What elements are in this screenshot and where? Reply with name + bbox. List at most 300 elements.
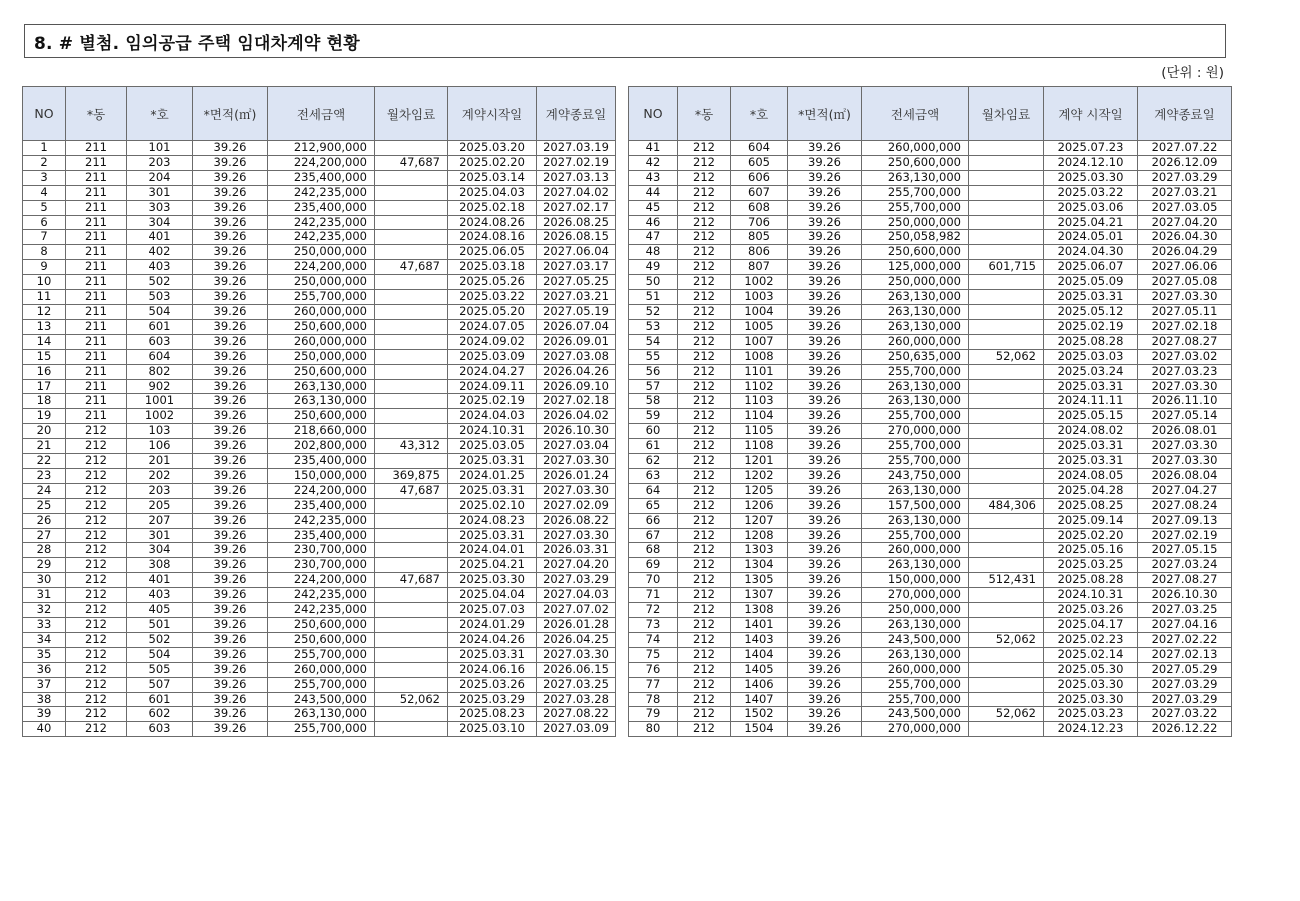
cell-start-date: 2024.11.11: [1044, 394, 1138, 409]
cell-no: 19: [23, 409, 66, 424]
cell-monthly-rent: [375, 170, 448, 185]
cell-no: 43: [629, 170, 678, 185]
lease-table-left: [22, 86, 616, 737]
cell-monthly-rent: [375, 319, 448, 334]
cell-end-date: 2027.03.23: [1138, 364, 1232, 379]
cell-end-date: 2027.03.04: [537, 439, 616, 454]
cell-end-date: 2026.07.04: [537, 319, 616, 334]
cell-deposit: 250,000,000: [268, 275, 375, 290]
cell-building: 212: [678, 647, 731, 662]
cell-unit: 807: [731, 260, 788, 275]
cell-monthly-rent: [375, 275, 448, 290]
cell-building: 211: [66, 141, 127, 156]
cell-start-date: 2025.02.20: [1044, 528, 1138, 543]
cell-start-date: 2024.04.27: [448, 364, 537, 379]
cell-no: 31: [23, 588, 66, 603]
cell-unit: 603: [127, 722, 193, 737]
cell-start-date: 2024.10.31: [448, 424, 537, 439]
cell-start-date: 2025.05.09: [1044, 275, 1138, 290]
table-row: [629, 170, 1232, 185]
col-header-deposit: 전세금액: [268, 87, 375, 141]
cell-end-date: 2027.03.02: [1138, 349, 1232, 364]
cell-no: 26: [23, 513, 66, 528]
cell-end-date: 2027.04.16: [1138, 618, 1232, 633]
cell-deposit: 255,700,000: [862, 528, 969, 543]
table-row: [629, 319, 1232, 334]
cell-unit: 604: [127, 349, 193, 364]
cell-area: 39.26: [788, 334, 862, 349]
cell-end-date: 2026.11.10: [1138, 394, 1232, 409]
cell-no: 64: [629, 483, 678, 498]
cell-building: 212: [66, 603, 127, 618]
cell-deposit: 263,130,000: [862, 647, 969, 662]
table-row: [23, 409, 616, 424]
cell-deposit: 250,600,000: [862, 245, 969, 260]
cell-start-date: 2025.04.03: [448, 185, 537, 200]
cell-no: 41: [629, 141, 678, 156]
cell-unit: 308: [127, 558, 193, 573]
table-row: [23, 394, 616, 409]
cell-unit: 1002: [731, 275, 788, 290]
cell-unit: 504: [127, 304, 193, 319]
cell-no: 13: [23, 319, 66, 334]
cell-building: 212: [678, 200, 731, 215]
cell-area: 39.26: [193, 483, 268, 498]
cell-building: 212: [66, 722, 127, 737]
cell-deposit: 255,700,000: [862, 409, 969, 424]
cell-deposit: 250,600,000: [268, 632, 375, 647]
cell-end-date: 2027.04.02: [537, 185, 616, 200]
cell-area: 39.26: [193, 275, 268, 290]
cell-no: 71: [629, 588, 678, 603]
cell-deposit: 255,700,000: [862, 200, 969, 215]
cell-monthly-rent: [375, 141, 448, 156]
cell-monthly-rent: 601,715: [969, 260, 1044, 275]
cell-no: 77: [629, 677, 678, 692]
cell-start-date: 2025.03.22: [1044, 185, 1138, 200]
cell-monthly-rent: [969, 319, 1044, 334]
cell-start-date: 2025.03.30: [1044, 170, 1138, 185]
cell-end-date: 2026.10.30: [1138, 588, 1232, 603]
cell-area: 39.26: [193, 647, 268, 662]
cell-area: 39.26: [788, 588, 862, 603]
cell-monthly-rent: [375, 603, 448, 618]
table-row: [23, 304, 616, 319]
cell-unit: 203: [127, 483, 193, 498]
cell-unit: 205: [127, 498, 193, 513]
cell-building: 211: [66, 334, 127, 349]
cell-deposit: 270,000,000: [862, 588, 969, 603]
table-row: [629, 603, 1232, 618]
cell-monthly-rent: [375, 379, 448, 394]
cell-unit: 103: [127, 424, 193, 439]
cell-unit: 1003: [731, 290, 788, 305]
cell-building: 212: [66, 573, 127, 588]
cell-no: 32: [23, 603, 66, 618]
cell-monthly-rent: [375, 304, 448, 319]
cell-building: 212: [66, 513, 127, 528]
cell-end-date: 2027.03.17: [537, 260, 616, 275]
cell-area: 39.26: [788, 573, 862, 588]
cell-area: 39.26: [193, 468, 268, 483]
cell-start-date: 2025.02.10: [448, 498, 537, 513]
cell-start-date: 2024.09.11: [448, 379, 537, 394]
cell-end-date: 2027.03.09: [537, 722, 616, 737]
cell-monthly-rent: [969, 275, 1044, 290]
cell-deposit: 224,200,000: [268, 260, 375, 275]
cell-start-date: 2025.03.09: [448, 349, 537, 364]
cell-deposit: 263,130,000: [862, 483, 969, 498]
table-row: [629, 588, 1232, 603]
cell-area: 39.26: [788, 722, 862, 737]
cell-end-date: 2027.03.29: [1138, 677, 1232, 692]
cell-end-date: 2027.08.22: [537, 707, 616, 722]
cell-deposit: 260,000,000: [862, 662, 969, 677]
cell-end-date: 2026.08.01: [1138, 424, 1232, 439]
cell-area: 39.26: [788, 424, 862, 439]
cell-no: 65: [629, 498, 678, 513]
cell-building: 211: [66, 185, 127, 200]
cell-area: 39.26: [193, 692, 268, 707]
table-row: [23, 215, 616, 230]
cell-no: 37: [23, 677, 66, 692]
cell-monthly-rent: 52,062: [969, 707, 1044, 722]
cell-start-date: 2024.12.23: [1044, 722, 1138, 737]
cell-monthly-rent: [375, 454, 448, 469]
cell-deposit: 202,800,000: [268, 439, 375, 454]
cell-deposit: 263,130,000: [268, 379, 375, 394]
cell-start-date: 2025.04.17: [1044, 618, 1138, 633]
cell-building: 212: [678, 677, 731, 692]
cell-building: 212: [66, 468, 127, 483]
cell-monthly-rent: 47,687: [375, 483, 448, 498]
cell-monthly-rent: [375, 722, 448, 737]
cell-building: 212: [66, 543, 127, 558]
cell-monthly-rent: [375, 349, 448, 364]
cell-no: 36: [23, 662, 66, 677]
table-row: [629, 722, 1232, 737]
cell-end-date: 2027.04.27: [1138, 483, 1232, 498]
cell-building: 211: [66, 215, 127, 230]
cell-no: 39: [23, 707, 66, 722]
cell-end-date: 2026.09.01: [537, 334, 616, 349]
cell-deposit: 263,130,000: [862, 618, 969, 633]
table-row: [23, 260, 616, 275]
table-row: [23, 677, 616, 692]
cell-unit: 1404: [731, 647, 788, 662]
cell-deposit: 243,750,000: [862, 468, 969, 483]
col-header-unit: *호: [731, 87, 788, 141]
cell-unit: 607: [731, 185, 788, 200]
table-row: [629, 185, 1232, 200]
cell-building: 212: [678, 155, 731, 170]
cell-start-date: 2025.02.18: [448, 200, 537, 215]
cell-unit: 1205: [731, 483, 788, 498]
cell-start-date: 2025.03.26: [448, 677, 537, 692]
cell-end-date: 2027.03.30: [537, 528, 616, 543]
cell-monthly-rent: [375, 215, 448, 230]
cell-monthly-rent: [969, 215, 1044, 230]
cell-start-date: 2024.04.30: [1044, 245, 1138, 260]
table-header-row: [629, 87, 1232, 141]
cell-area: 39.26: [193, 528, 268, 543]
cell-unit: 1307: [731, 588, 788, 603]
table-row: [629, 394, 1232, 409]
cell-start-date: 2025.03.31: [1044, 454, 1138, 469]
cell-building: 212: [678, 379, 731, 394]
cell-monthly-rent: [969, 245, 1044, 260]
cell-deposit: 255,700,000: [268, 647, 375, 662]
cell-end-date: 2026.06.15: [537, 662, 616, 677]
cell-start-date: 2024.01.25: [448, 468, 537, 483]
cell-area: 39.26: [788, 603, 862, 618]
cell-unit: 403: [127, 260, 193, 275]
cell-end-date: 2027.04.20: [1138, 215, 1232, 230]
cell-deposit: 243,500,000: [862, 632, 969, 647]
cell-building: 211: [66, 200, 127, 215]
cell-no: 14: [23, 334, 66, 349]
cell-monthly-rent: [969, 170, 1044, 185]
cell-building: 212: [66, 662, 127, 677]
cell-monthly-rent: 43,312: [375, 439, 448, 454]
cell-deposit: 218,660,000: [268, 424, 375, 439]
table-row: [629, 424, 1232, 439]
cell-monthly-rent: 47,687: [375, 260, 448, 275]
cell-deposit: 242,235,000: [268, 215, 375, 230]
cell-deposit: 263,130,000: [862, 379, 969, 394]
cell-unit: 1208: [731, 528, 788, 543]
table-row: [629, 275, 1232, 290]
cell-start-date: 2024.04.01: [448, 543, 537, 558]
cell-unit: 1308: [731, 603, 788, 618]
cell-end-date: 2026.04.30: [1138, 230, 1232, 245]
cell-no: 46: [629, 215, 678, 230]
cell-end-date: 2027.03.24: [1138, 558, 1232, 573]
cell-unit: 304: [127, 215, 193, 230]
cell-deposit: 243,500,000: [862, 707, 969, 722]
cell-area: 39.26: [193, 543, 268, 558]
table-row: [629, 528, 1232, 543]
cell-monthly-rent: [969, 647, 1044, 662]
cell-no: 80: [629, 722, 678, 737]
cell-no: 8: [23, 245, 66, 260]
cell-start-date: 2025.03.05: [448, 439, 537, 454]
cell-end-date: 2027.02.22: [1138, 632, 1232, 647]
cell-no: 17: [23, 379, 66, 394]
cell-building: 212: [678, 692, 731, 707]
cell-building: 211: [66, 409, 127, 424]
cell-area: 39.26: [193, 424, 268, 439]
cell-unit: 301: [127, 528, 193, 543]
table-row: [629, 483, 1232, 498]
cell-deposit: 255,700,000: [862, 692, 969, 707]
cell-start-date: 2025.04.04: [448, 588, 537, 603]
cell-deposit: 250,600,000: [268, 364, 375, 379]
cell-unit: 1304: [731, 558, 788, 573]
cell-end-date: 2027.05.11: [1138, 304, 1232, 319]
table-row: [23, 498, 616, 513]
cell-monthly-rent: [375, 528, 448, 543]
cell-building: 212: [678, 513, 731, 528]
cell-unit: 202: [127, 468, 193, 483]
cell-start-date: 2025.08.28: [1044, 334, 1138, 349]
cell-monthly-rent: [375, 230, 448, 245]
cell-start-date: 2024.05.01: [1044, 230, 1138, 245]
cell-area: 39.26: [193, 632, 268, 647]
cell-building: 212: [66, 439, 127, 454]
cell-start-date: 2025.03.29: [448, 692, 537, 707]
cell-start-date: 2025.07.03: [448, 603, 537, 618]
cell-deposit: 263,130,000: [862, 290, 969, 305]
cell-unit: 1103: [731, 394, 788, 409]
cell-area: 39.26: [193, 290, 268, 305]
cell-building: 211: [66, 349, 127, 364]
cell-end-date: 2027.03.29: [1138, 170, 1232, 185]
cell-deposit: 150,000,000: [862, 573, 969, 588]
cell-area: 39.26: [788, 454, 862, 469]
cell-area: 39.26: [193, 722, 268, 737]
cell-monthly-rent: [969, 364, 1044, 379]
table-header-row: [23, 87, 616, 141]
cell-unit: 1407: [731, 692, 788, 707]
cell-building: 211: [66, 155, 127, 170]
cell-unit: 207: [127, 513, 193, 528]
cell-deposit: 150,000,000: [268, 468, 375, 483]
cell-deposit: 224,200,000: [268, 155, 375, 170]
cell-area: 39.26: [788, 304, 862, 319]
cell-building: 212: [678, 588, 731, 603]
cell-building: 212: [66, 677, 127, 692]
cell-start-date: 2025.05.26: [448, 275, 537, 290]
cell-building: 212: [678, 260, 731, 275]
cell-no: 76: [629, 662, 678, 677]
cell-end-date: 2027.03.05: [1138, 200, 1232, 215]
cell-deposit: 255,700,000: [268, 677, 375, 692]
table-row: [629, 260, 1232, 275]
cell-unit: 608: [731, 200, 788, 215]
cell-end-date: 2027.04.20: [537, 558, 616, 573]
table-row: [629, 230, 1232, 245]
cell-deposit: 255,700,000: [862, 677, 969, 692]
cell-building: 212: [66, 424, 127, 439]
cell-end-date: 2027.03.30: [537, 454, 616, 469]
cell-start-date: 2024.04.26: [448, 632, 537, 647]
cell-area: 39.26: [193, 618, 268, 633]
table-row: [23, 558, 616, 573]
cell-building: 212: [678, 290, 731, 305]
cell-monthly-rent: [969, 394, 1044, 409]
cell-deposit: 250,000,000: [862, 215, 969, 230]
cell-deposit: 255,700,000: [862, 454, 969, 469]
table-row: [23, 185, 616, 200]
cell-unit: 805: [731, 230, 788, 245]
cell-unit: 1405: [731, 662, 788, 677]
cell-start-date: 2024.08.02: [1044, 424, 1138, 439]
cell-unit: 1303: [731, 543, 788, 558]
col-header-start-date: 계약시작일: [448, 87, 537, 141]
cell-unit: 1005: [731, 319, 788, 334]
cell-no: 23: [23, 468, 66, 483]
cell-no: 66: [629, 513, 678, 528]
cell-monthly-rent: [969, 692, 1044, 707]
cell-deposit: 263,130,000: [862, 304, 969, 319]
table-row: [629, 468, 1232, 483]
cell-area: 39.26: [193, 513, 268, 528]
cell-unit: 602: [127, 707, 193, 722]
cell-area: 39.26: [788, 647, 862, 662]
table-row: [629, 334, 1232, 349]
cell-unit: 303: [127, 200, 193, 215]
cell-no: 60: [629, 424, 678, 439]
cell-no: 1: [23, 141, 66, 156]
cell-building: 212: [678, 245, 731, 260]
cell-monthly-rent: [969, 513, 1044, 528]
cell-area: 39.26: [788, 260, 862, 275]
cell-no: 61: [629, 439, 678, 454]
cell-building: 211: [66, 245, 127, 260]
cell-monthly-rent: [969, 185, 1044, 200]
cell-building: 212: [678, 439, 731, 454]
cell-start-date: 2025.08.25: [1044, 498, 1138, 513]
table-row: [629, 409, 1232, 424]
cell-no: 74: [629, 632, 678, 647]
cell-start-date: 2025.07.23: [1044, 141, 1138, 156]
cell-monthly-rent: [969, 558, 1044, 573]
cell-monthly-rent: [969, 155, 1044, 170]
cell-start-date: 2025.05.20: [448, 304, 537, 319]
cell-area: 39.26: [193, 394, 268, 409]
cell-unit: 201: [127, 454, 193, 469]
cell-deposit: 242,235,000: [268, 603, 375, 618]
table-row: [629, 543, 1232, 558]
cell-area: 39.26: [193, 170, 268, 185]
table-row: [23, 349, 616, 364]
col-header-start-date: 계약 시작일: [1044, 87, 1138, 141]
cell-start-date: 2025.03.30: [1044, 677, 1138, 692]
cell-monthly-rent: [969, 543, 1044, 558]
cell-start-date: 2025.03.10: [448, 722, 537, 737]
table-row: [23, 379, 616, 394]
cell-building: 212: [66, 483, 127, 498]
cell-monthly-rent: 47,687: [375, 155, 448, 170]
cell-start-date: 2025.03.30: [1044, 692, 1138, 707]
cell-end-date: 2027.08.27: [1138, 334, 1232, 349]
cell-unit: 1502: [731, 707, 788, 722]
table-row: [629, 379, 1232, 394]
cell-no: 28: [23, 543, 66, 558]
cell-monthly-rent: [969, 304, 1044, 319]
cell-no: 45: [629, 200, 678, 215]
cell-unit: 405: [127, 603, 193, 618]
cell-monthly-rent: [375, 662, 448, 677]
cell-end-date: 2027.03.30: [1138, 379, 1232, 394]
cell-no: 73: [629, 618, 678, 633]
cell-monthly-rent: 369,875: [375, 468, 448, 483]
cell-building: 212: [678, 170, 731, 185]
cell-no: 33: [23, 618, 66, 633]
cell-unit: 1406: [731, 677, 788, 692]
cell-no: 40: [23, 722, 66, 737]
cell-no: 11: [23, 290, 66, 305]
cell-monthly-rent: [375, 632, 448, 647]
cell-deposit: 260,000,000: [268, 662, 375, 677]
cell-unit: 606: [731, 170, 788, 185]
table-row: [23, 275, 616, 290]
cell-deposit: 250,600,000: [862, 155, 969, 170]
table-row: [23, 573, 616, 588]
cell-monthly-rent: [969, 290, 1044, 305]
cell-unit: 203: [127, 155, 193, 170]
